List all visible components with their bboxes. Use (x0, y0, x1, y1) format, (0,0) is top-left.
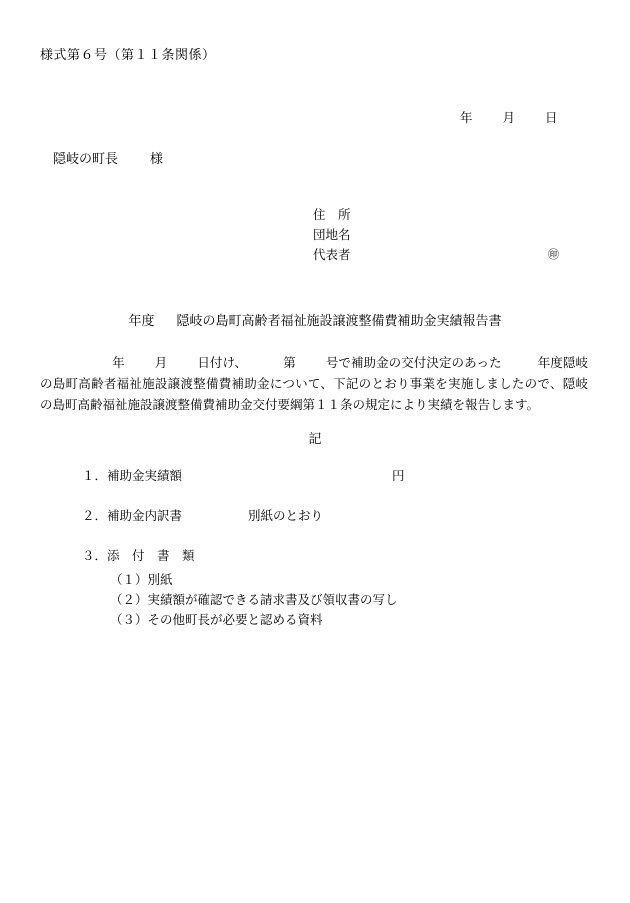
item-label: 添 付 書 類 (107, 549, 195, 563)
date-day-label: 日 (545, 111, 558, 125)
body-day-label: 日付け、 (197, 356, 248, 370)
addressee (53, 148, 163, 167)
body-number-label: 第 (283, 356, 296, 370)
body-line-3: 福祉施設譲渡整備費補助金交付要綱第１１条の規定により実績を報告します。 (102, 398, 540, 412)
date-year-label: 年 (460, 111, 473, 125)
body-go-text: 号で補助金の交付決定のあった (325, 356, 502, 370)
date-line (460, 108, 558, 126)
item-label: 補助金内訳書 (107, 509, 183, 523)
title-text: 隠岐の島町高齢者福祉施設譲渡整備費補助金実績報告書 (176, 313, 502, 328)
item-number: ３． (82, 549, 108, 563)
applicant-block (313, 205, 559, 265)
applicant-row-group-name (313, 225, 351, 245)
item-label: 補助金実績額 (107, 469, 183, 483)
applicant-row-address (313, 205, 351, 225)
applicant-representative-label: 代表者 (313, 248, 351, 262)
addressee-honorific: 様 (150, 151, 164, 166)
ki-marker: 記 (308, 431, 322, 446)
page-title (0, 310, 630, 329)
list-item (82, 506, 398, 524)
sub-list-item: （１）別紙 (110, 573, 173, 587)
body-text (40, 353, 588, 416)
body-fiscal-text: 年度隠岐の島町高齢 (40, 356, 588, 391)
applicant-group-name-label: 団地名 (313, 228, 351, 242)
item-number: １． (82, 469, 108, 483)
item-number: ２． (82, 509, 108, 523)
list-item (82, 466, 405, 484)
sub-list-item: （３）その他町長が必要と認める資料 (110, 613, 323, 627)
applicant-address-label: 住 所 (313, 208, 351, 222)
body-month-label: 月 (154, 356, 168, 370)
title-year-label: 年度 (128, 313, 155, 328)
item-note: 別紙のとおり (248, 509, 324, 523)
attachment-sub-items (110, 570, 398, 630)
body-year-label: 年 (112, 356, 125, 370)
sub-list-item: （２）実績額が確認できる請求書及び領収書の写し (110, 593, 398, 607)
items-list (82, 466, 405, 652)
seal-icon: ㊞ (548, 249, 559, 261)
item-amount-unit: 円 (392, 469, 405, 483)
addressee-name: 隠岐の町長 (53, 151, 119, 166)
date-month-label: 月 (502, 111, 516, 125)
body-line-2: 者福祉施設譲渡整備費補助金について、下記のとおり事業を実施しましたので、隠岐の島町高齢 (40, 377, 588, 412)
form-id-label: 様式第６号（第１１条関係） (40, 47, 216, 62)
applicant-row-representative (313, 245, 559, 265)
list-item (82, 546, 398, 630)
